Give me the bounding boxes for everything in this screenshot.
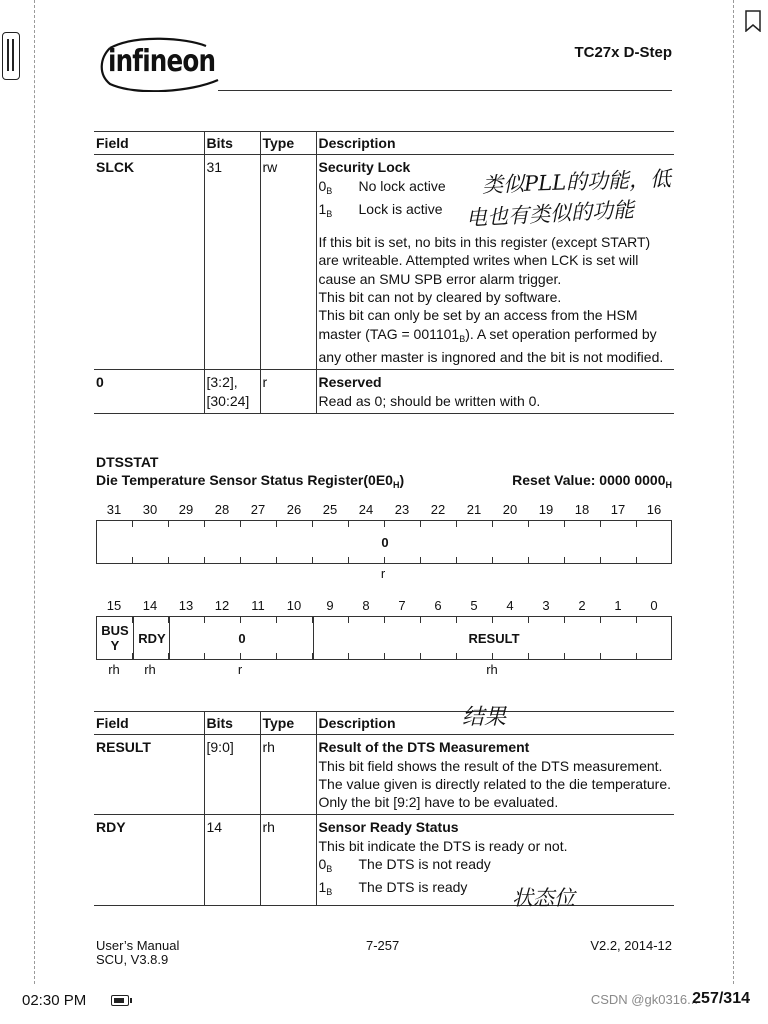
- bit-number: 21: [466, 502, 482, 517]
- bit-tick: [492, 617, 493, 623]
- bit-tick: [132, 653, 133, 659]
- field-type: rh: [260, 815, 316, 905]
- footer-page-number: 7-257: [366, 938, 400, 953]
- bit-tick: [168, 617, 169, 623]
- header-rule: [218, 90, 672, 91]
- bit-tick: [600, 617, 601, 623]
- table-row: [94, 815, 674, 905]
- bit-number: 24: [358, 502, 374, 517]
- bit-tick: [600, 653, 601, 659]
- bit-number: 0: [650, 598, 658, 613]
- bit-tick: [384, 557, 385, 563]
- bit-number: 19: [538, 502, 554, 517]
- bit-number: 13: [178, 598, 194, 613]
- bit-tick: [204, 617, 205, 623]
- bit-number: 7: [398, 598, 406, 613]
- bit-tick: [312, 557, 313, 563]
- description-title: Result of the DTS Measurement: [318, 739, 530, 756]
- field-bits: [9:0]: [204, 735, 260, 815]
- reserved-field: 0: [169, 617, 314, 659]
- bit-tick: [528, 557, 529, 563]
- footer-version: V2.2, 2014-12: [590, 938, 672, 953]
- register-reset-value: Reset Value: 0000 $0000_H$: [512, 472, 672, 490]
- rdy-access: rh: [144, 662, 156, 677]
- bit-number: 27: [250, 502, 266, 517]
- bit-tick: [312, 653, 313, 659]
- reserved-access: r: [237, 662, 243, 677]
- bit-tick: [348, 653, 349, 659]
- bit-tick: [168, 653, 169, 659]
- footer-manual: User’s Manual SCU, V3.8.9: [96, 938, 180, 967]
- lower-register-row: [96, 616, 672, 660]
- col-bits: Bits: [204, 712, 260, 735]
- bit-tick: [312, 521, 313, 527]
- description-paragraph: This bit can only be set by an access from the HSM master $(TAG = 001101_B)$. A set operation performed by any other master is ingnored and the bit is not modified.: [318, 307, 664, 365]
- table-row: [94, 370, 674, 414]
- register-description: Die Temperature Sensor Status $Register(0E0_H)$: [96, 472, 405, 490]
- bit-number: 17: [610, 502, 626, 517]
- field-type: r: [260, 370, 316, 414]
- bit-tick: [240, 653, 241, 659]
- col-description: Description: [316, 712, 674, 735]
- description-paragraph: Read as 0; should be written with 0.: [318, 392, 541, 409]
- bit-tick: [168, 521, 169, 527]
- field-description: [316, 815, 674, 905]
- col-field: Field: [94, 712, 204, 735]
- bit-number: 11: [251, 598, 265, 613]
- bit-tick: [132, 521, 133, 527]
- bit-number: 1: [614, 598, 622, 613]
- bit-tick: [564, 653, 565, 659]
- bit-number: 16: [646, 502, 662, 517]
- bit-tick: [492, 521, 493, 527]
- bit-tick: [564, 617, 565, 623]
- handwritten-note: 结果: [462, 705, 507, 730]
- upper-register-row: [96, 520, 672, 564]
- field-bits: 14: [204, 815, 260, 905]
- bit-tick: [420, 617, 421, 623]
- field-description: [316, 735, 674, 815]
- description-paragraph: This bit can not by cleared by software.: [318, 289, 562, 306]
- bit-tick: [636, 557, 637, 563]
- device-status-bar: [0, 984, 768, 1024]
- bit-tick: [636, 617, 637, 623]
- bit-tick: [528, 653, 529, 659]
- col-bits: Bits: [204, 132, 260, 155]
- bit-number: 31: [106, 502, 122, 517]
- handwritten-note: 类似PLL的功能，低: [481, 166, 672, 198]
- bit-tick: [636, 521, 637, 527]
- col-field: Field: [94, 132, 204, 155]
- bit-number: 10: [286, 598, 302, 613]
- document-title: TC27x D-Step: [574, 44, 672, 61]
- bit-tick: [240, 617, 241, 623]
- value-entry: $0_B$ The DTS is not ready: [318, 856, 491, 875]
- bit-tick: [204, 653, 205, 659]
- bit-tick: [492, 653, 493, 659]
- description-paragraph: This bit field shows the result of the DTS measurement. The value given is directly related to the die temperature. Only the bit [9:2] have to be evaluated.: [318, 757, 672, 811]
- col-description: Description: [316, 132, 674, 155]
- handwritten-note: 状态位: [512, 886, 575, 910]
- register-name: DTSSTAT: [96, 454, 159, 470]
- bit-number: 4: [506, 598, 514, 613]
- bit-number: 15: [106, 598, 122, 613]
- table-row: [94, 735, 674, 815]
- bit-tick: [312, 617, 313, 623]
- bit-tick: [636, 653, 637, 659]
- bit-tick: [420, 521, 421, 527]
- clock: 02:30 PM: [22, 992, 87, 1009]
- rdy-field: RDY: [133, 617, 170, 659]
- right-margin-guide: [733, 0, 734, 984]
- bit-tick: [204, 557, 205, 563]
- description-title: Reserved: [318, 374, 382, 391]
- bit-number: 29: [178, 502, 194, 517]
- bit-tick: [528, 617, 529, 623]
- reader-page-counter: 257/314: [692, 990, 750, 1007]
- col-type: Type: [260, 132, 316, 155]
- bit-number: 30: [142, 502, 158, 517]
- bit-number: 9: [326, 598, 334, 613]
- bit-number: 6: [434, 598, 442, 613]
- value-entry: $1_B$ Lock is active: [318, 200, 443, 219]
- logo-text: infineon: [108, 44, 216, 79]
- side-menu-button[interactable]: [2, 32, 20, 80]
- bit-tick: [132, 557, 133, 563]
- upper-reserved-field: 0: [381, 534, 389, 550]
- bit-number: 12: [214, 598, 230, 613]
- field-description: [316, 370, 674, 414]
- bit-number: 22: [430, 502, 446, 517]
- field-type: rh: [260, 735, 316, 815]
- dtsstat-field-table: [94, 711, 674, 906]
- bit-tick: [456, 653, 457, 659]
- bit-tick: [348, 521, 349, 527]
- field-type: rw: [260, 155, 316, 370]
- bit-number: 23: [394, 502, 410, 517]
- result-access: rh: [486, 662, 498, 677]
- bit-tick: [384, 617, 385, 623]
- bit-tick: [348, 557, 349, 563]
- busy-access: rh: [108, 662, 120, 677]
- bit-tick: [456, 521, 457, 527]
- infineon-logo: [96, 36, 222, 92]
- result-field: RESULT: [313, 617, 674, 659]
- bit-tick: [276, 653, 277, 659]
- description-paragraph: This bit indicate the DTS is ready or not.: [318, 837, 568, 854]
- bit-tick: [456, 557, 457, 563]
- field-name: 0: [94, 370, 204, 414]
- left-margin-guide: [34, 0, 35, 984]
- bit-number: 28: [214, 502, 230, 517]
- bit-tick: [528, 521, 529, 527]
- bit-tick: [600, 557, 601, 563]
- bit-tick: [420, 653, 421, 659]
- field-name: RDY: [94, 815, 204, 905]
- bit-tick: [348, 617, 349, 623]
- bit-tick: [132, 617, 133, 623]
- handwritten-note: 电也有类似的功能: [465, 197, 635, 231]
- bit-tick: [204, 521, 205, 527]
- description-title: Sensor Ready Status: [318, 819, 459, 836]
- busy-field: BUS Y: [101, 623, 129, 653]
- bit-number: 18: [574, 502, 590, 517]
- bit-number: 2: [578, 598, 586, 613]
- field-bits: [3:2], [30:24]: [204, 370, 260, 414]
- table-header-row: [94, 712, 674, 735]
- value-entry: $1_B$ The DTS is ready: [318, 879, 468, 898]
- bit-tick: [240, 521, 241, 527]
- bit-tick: [564, 521, 565, 527]
- bit-tick: [276, 521, 277, 527]
- bit-tick: [168, 557, 169, 563]
- bit-number: 3: [542, 598, 550, 613]
- description-title: Security Lock: [318, 159, 411, 176]
- bit-tick: [384, 521, 385, 527]
- bit-number: 8: [362, 598, 370, 613]
- bit-number: 14: [142, 598, 158, 613]
- value-entry: $0_B$ No lock active: [318, 177, 446, 196]
- bit-tick: [456, 617, 457, 623]
- bit-number: 5: [470, 598, 478, 613]
- bit-number: 20: [502, 502, 518, 517]
- watermark: CSDN @gk0316...: [590, 992, 698, 1007]
- bookmark-icon[interactable]: [745, 10, 761, 32]
- upper-access: r: [380, 566, 386, 581]
- field-name: RESULT: [94, 735, 204, 815]
- field-name: SLCK: [94, 155, 204, 370]
- bit-tick: [492, 557, 493, 563]
- bit-tick: [276, 617, 277, 623]
- table-header-row: [94, 132, 674, 155]
- bit-tick: [276, 557, 277, 563]
- field-bits: 31: [204, 155, 260, 370]
- col-type: Type: [260, 712, 316, 735]
- description-paragraph: If this bit is set, no bits in this register (except START) are writeable. Attempted writes when LCK is set will cause an SMU SPB error alarm trigger.: [318, 234, 651, 287]
- bit-tick: [420, 557, 421, 563]
- battery-icon: [111, 995, 129, 1006]
- bit-tick: [564, 557, 565, 563]
- bit-tick: [384, 653, 385, 659]
- bit-tick: [240, 557, 241, 563]
- bit-number: 26: [286, 502, 302, 517]
- bit-tick: [600, 521, 601, 527]
- bit-number: 25: [322, 502, 338, 517]
